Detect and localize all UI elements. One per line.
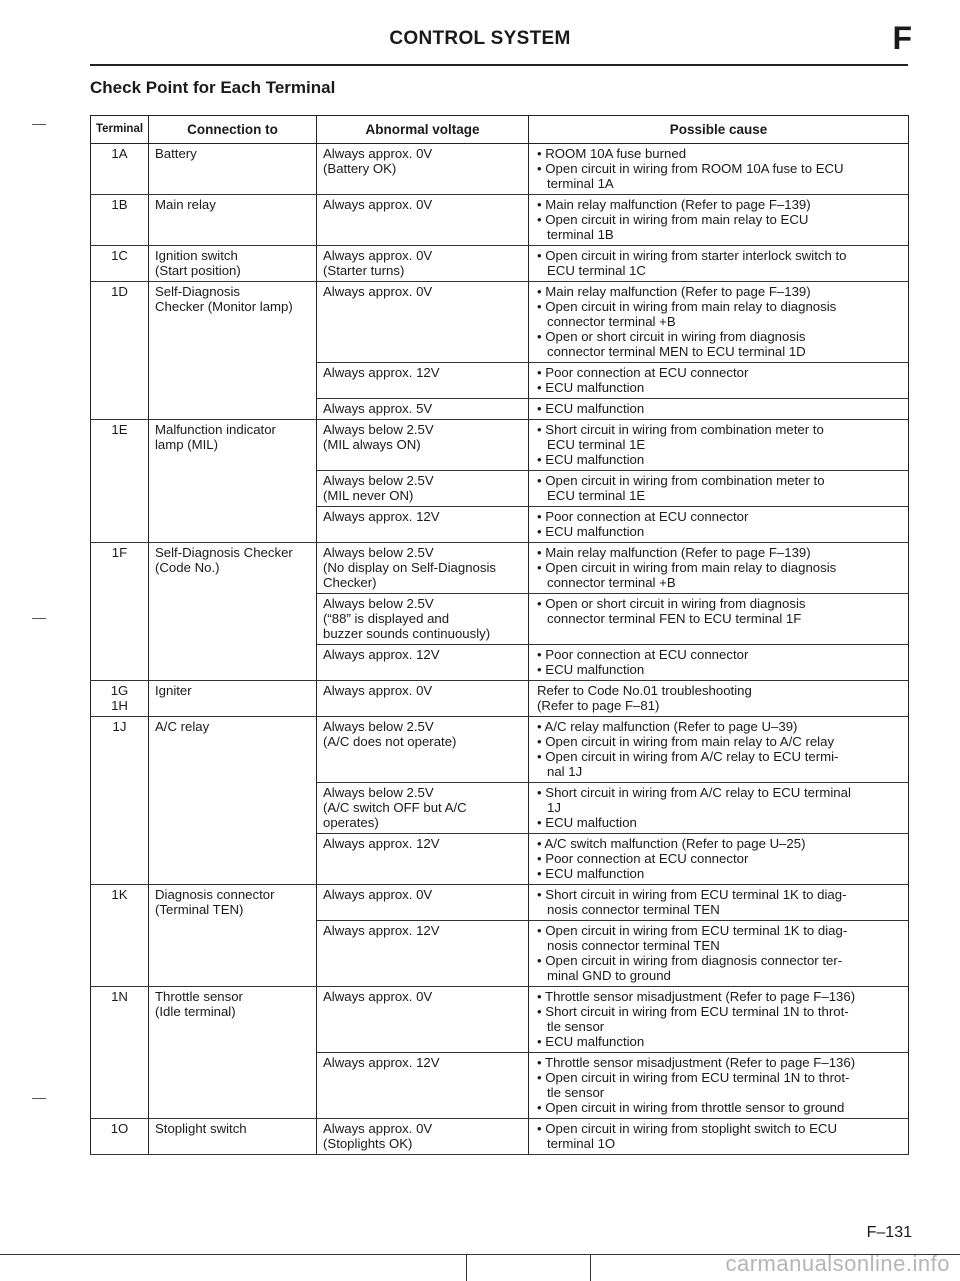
- column-header-cause: Possible cause: [529, 116, 909, 144]
- cause-line: • Short circuit in wiring from combination meter to: [537, 422, 824, 437]
- cause-line: nosis connector terminal TEN: [547, 938, 720, 953]
- margin-mark: [32, 124, 46, 125]
- connection-line: (Code No.): [155, 560, 220, 575]
- cause-line: • ECU malfunction: [537, 452, 645, 467]
- terminal-cell: [91, 246, 149, 282]
- table-header-row: [91, 116, 909, 144]
- table-row: [91, 717, 909, 783]
- terminal-cell: [91, 144, 149, 195]
- cause-line: terminal 1A: [547, 176, 614, 191]
- cause-line: • ECU malfunction: [537, 380, 645, 395]
- cause-line: (Refer to page F–81): [537, 698, 660, 713]
- cause-line: • Open circuit in wiring from main relay to ECU: [537, 212, 809, 227]
- voltage-cell: [317, 507, 529, 543]
- connection-line: Stoplight switch: [155, 1121, 247, 1136]
- cause-line: • Open or short circuit in wiring from diagnosis: [537, 596, 806, 611]
- cause-line: • Main relay malfunction (Refer to page F–139): [537, 545, 811, 560]
- cause-line: • Open circuit in wiring from ECU terminal 1K to diag-: [537, 923, 848, 938]
- table-row: [91, 420, 909, 471]
- cause-cell: [529, 885, 909, 921]
- cause-line: tle sensor: [547, 1019, 605, 1034]
- cause-cell: [529, 783, 909, 834]
- connection-cell: [149, 420, 317, 543]
- voltage-cell: [317, 399, 529, 420]
- cause-line: connector terminal MEN to ECU terminal 1D: [547, 344, 806, 359]
- voltage-line: Always approx. 12V: [323, 836, 440, 851]
- terminal-check-table: [90, 115, 909, 1155]
- voltage-cell: [317, 885, 529, 921]
- page-number: F–131: [866, 1224, 912, 1241]
- connection-line: Diagnosis connector: [155, 887, 275, 902]
- cause-line: • Open circuit in wiring from combination meter to: [537, 473, 825, 488]
- cause-line: • Open circuit in wiring from throttle sensor to ground: [537, 1100, 845, 1115]
- cause-cell: [529, 399, 909, 420]
- cause-line: • Open circuit in wiring from stoplight switch to ECU: [537, 1121, 837, 1136]
- voltage-cell: [317, 594, 529, 645]
- voltage-line: Always approx. 12V: [323, 1055, 440, 1070]
- connection-cell: [149, 681, 317, 717]
- cause-line: • Open or short circuit in wiring from diagnosis: [537, 329, 806, 344]
- voltage-line: Always approx. 0V: [323, 284, 433, 299]
- column-header-connection: Connection to: [149, 116, 317, 144]
- voltage-line: Checker): [323, 575, 377, 590]
- section-title: Check Point for Each Terminal: [90, 78, 336, 97]
- cause-line: • Open circuit in wiring from main relay to A/C relay: [537, 734, 835, 749]
- cause-line: • ECU malfunction: [537, 1034, 645, 1049]
- connection-cell: [149, 144, 317, 195]
- terminal-cell: [91, 1119, 149, 1155]
- cause-cell: [529, 420, 909, 471]
- footer-tick: [590, 1254, 591, 1281]
- connection-cell: [149, 1119, 317, 1155]
- cause-line: • Throttle sensor misadjustment (Refer to page F–136): [537, 989, 856, 1004]
- cause-line: tle sensor: [547, 1085, 605, 1100]
- cause-line: connector terminal FEN to ECU terminal 1F: [547, 611, 802, 626]
- cause-line: connector terminal +B: [547, 575, 676, 590]
- terminal-line: 1E: [111, 422, 128, 437]
- voltage-line: Always approx. 12V: [323, 509, 440, 524]
- voltage-cell: [317, 282, 529, 363]
- terminal-cell: [91, 195, 149, 246]
- cause-line: • Open circuit in wiring from main relay to diagnosis: [537, 299, 837, 314]
- cause-line: • ECU malfuction: [537, 815, 637, 830]
- table-row: [91, 885, 909, 921]
- cause-line: • Open circuit in wiring from ROOM 10A fuse to ECU: [537, 161, 844, 176]
- cause-line: • Throttle sensor misadjustment (Refer to page F–136): [537, 1055, 856, 1070]
- cause-line: • Poor connection at ECU connector: [537, 647, 749, 662]
- table-row: [91, 195, 909, 246]
- terminal-line: 1B: [111, 197, 128, 212]
- voltage-line: Always approx. 0V: [323, 197, 433, 212]
- voltage-line: operates): [323, 815, 379, 830]
- voltage-line: Always approx. 5V: [323, 401, 433, 416]
- voltage-cell: [317, 543, 529, 594]
- terminal-line: 1N: [111, 989, 128, 1004]
- voltage-line: (Stoplights OK): [323, 1136, 413, 1151]
- terminal-line: 1O: [110, 1121, 129, 1136]
- terminal-cell: [91, 717, 149, 885]
- cause-line: • Main relay malfunction (Refer to page F–139): [537, 197, 811, 212]
- cause-cell: [529, 645, 909, 681]
- column-header-terminal: Terminal: [91, 116, 149, 144]
- voltage-cell: [317, 420, 529, 471]
- cause-line: • Main relay malfunction (Refer to page F–139): [537, 284, 811, 299]
- voltage-cell: [317, 681, 529, 717]
- cause-line: ECU terminal 1C: [547, 263, 646, 278]
- cause-line: nosis connector terminal TEN: [547, 902, 720, 917]
- voltage-cell: [317, 645, 529, 681]
- voltage-cell: [317, 471, 529, 507]
- voltage-line: Always approx. 0V: [323, 1121, 433, 1136]
- connection-cell: [149, 987, 317, 1119]
- voltage-line: Always below 2.5V: [323, 719, 434, 734]
- cause-cell: [529, 987, 909, 1053]
- voltage-line: Always below 2.5V: [323, 545, 434, 560]
- connection-line: Self-Diagnosis Checker: [155, 545, 293, 560]
- terminal-line: 1C: [111, 248, 128, 263]
- cause-line: • Open circuit in wiring from main relay to diagnosis: [537, 560, 837, 575]
- connection-line: lamp (MIL): [155, 437, 219, 452]
- column-header-voltage: Abnormal voltage: [317, 116, 529, 144]
- table-row: [91, 144, 909, 195]
- cause-line: • ECU malfunction: [537, 401, 645, 416]
- terminal-cell: [91, 282, 149, 420]
- connection-line: Battery: [155, 146, 197, 161]
- voltage-line: Always below 2.5V: [323, 596, 434, 611]
- connection-line: Igniter: [155, 683, 192, 698]
- cause-cell: [529, 282, 909, 363]
- voltage-line: Always approx. 0V: [323, 887, 433, 902]
- table-row: [91, 246, 909, 282]
- cause-line: terminal 1B: [547, 227, 614, 242]
- table-row: [91, 543, 909, 594]
- cause-line: • A/C switch malfunction (Refer to page U–25): [537, 836, 806, 851]
- voltage-cell: [317, 195, 529, 246]
- cause-line: • Poor connection at ECU connector: [537, 851, 749, 866]
- voltage-cell: [317, 1053, 529, 1119]
- connection-cell: [149, 195, 317, 246]
- table-row: [91, 1119, 909, 1155]
- voltage-line: Always approx. 0V: [323, 989, 433, 1004]
- cause-line: Refer to Code No.01 troubleshooting: [537, 683, 752, 698]
- cause-cell: [529, 834, 909, 885]
- voltage-line: Always approx. 12V: [323, 365, 440, 380]
- voltage-line: buzzer sounds continuously): [323, 626, 491, 641]
- voltage-line: Always approx. 0V: [323, 146, 433, 161]
- cause-line: • A/C relay malfunction (Refer to page U–39): [537, 719, 798, 734]
- voltage-cell: [317, 783, 529, 834]
- cause-line: • Open circuit in wiring from diagnosis connector ter-: [537, 953, 843, 968]
- terminal-line: 1J: [112, 719, 127, 734]
- cause-line: • ECU malfunction: [537, 524, 645, 539]
- connection-line: (Start position): [155, 263, 241, 278]
- table-row: [91, 987, 909, 1053]
- terminal-line: 1H: [111, 698, 128, 713]
- page-header-title: CONTROL SYSTEM: [389, 28, 571, 49]
- margin-mark: [32, 1098, 46, 1099]
- section-letter: F: [892, 20, 912, 56]
- watermark: carmanualsonline.info: [725, 1251, 950, 1276]
- connection-line: Self-Diagnosis: [155, 284, 241, 299]
- connection-line: (Idle terminal): [155, 1004, 236, 1019]
- table-row: [91, 282, 909, 363]
- cause-cell: [529, 363, 909, 399]
- connection-line: Malfunction indicator: [155, 422, 276, 437]
- cause-line: • ROOM 10A fuse burned: [537, 146, 687, 161]
- cause-line: • Poor connection at ECU connector: [537, 365, 749, 380]
- voltage-line: Always approx. 12V: [323, 647, 440, 662]
- cause-line: • Short circuit in wiring from ECU terminal 1N to throt-: [537, 1004, 849, 1019]
- cause-cell: [529, 507, 909, 543]
- cause-cell: [529, 144, 909, 195]
- voltage-cell: [317, 834, 529, 885]
- cause-line: connector terminal +B: [547, 314, 676, 329]
- voltage-cell: [317, 921, 529, 987]
- connection-line: Throttle sensor: [155, 989, 243, 1004]
- voltage-line: (No display on Self-Diagnosis: [323, 560, 496, 575]
- cause-line: • Open circuit in wiring from starter interlock switch to: [537, 248, 847, 263]
- cause-cell: [529, 717, 909, 783]
- voltage-line: (Starter turns): [323, 263, 405, 278]
- voltage-cell: [317, 717, 529, 783]
- cause-line: • Poor connection at ECU connector: [537, 509, 749, 524]
- voltage-cell: [317, 363, 529, 399]
- voltage-cell: [317, 144, 529, 195]
- cause-line: • ECU malfunction: [537, 866, 645, 881]
- voltage-line: (A/C does not operate): [323, 734, 457, 749]
- connection-line: Checker (Monitor lamp): [155, 299, 293, 314]
- terminal-line: 1G: [110, 683, 129, 698]
- terminal-line: 1F: [111, 545, 128, 560]
- cause-cell: [529, 681, 909, 717]
- cause-line: nal 1J: [547, 764, 583, 779]
- table-body: [91, 144, 909, 1155]
- connection-cell: [149, 717, 317, 885]
- voltage-line: (“88” is displayed and: [323, 611, 450, 626]
- voltage-line: Always approx. 0V: [323, 248, 433, 263]
- table-row: [91, 681, 909, 717]
- connection-cell: [149, 885, 317, 987]
- terminal-check-table-wrap: [90, 115, 908, 1155]
- cause-line: 1J: [547, 800, 561, 815]
- voltage-line: Always below 2.5V: [323, 785, 434, 800]
- voltage-cell: [317, 246, 529, 282]
- header-rule: [90, 64, 908, 66]
- connection-line: Main relay: [155, 197, 216, 212]
- terminal-line: 1A: [111, 146, 128, 161]
- cause-cell: [529, 594, 909, 645]
- voltage-line: (Battery OK): [323, 161, 397, 176]
- terminal-cell: [91, 681, 149, 717]
- voltage-line: (MIL always ON): [323, 437, 421, 452]
- cause-line: • Short circuit in wiring from A/C relay to ECU terminal: [537, 785, 851, 800]
- voltage-cell: [317, 1119, 529, 1155]
- cause-line: • ECU malfunction: [537, 662, 645, 677]
- connection-line: (Terminal TEN): [155, 902, 244, 917]
- cause-cell: [529, 246, 909, 282]
- cause-line: ECU terminal 1E: [547, 488, 646, 503]
- cause-line: terminal 1O: [547, 1136, 616, 1151]
- terminal-cell: [91, 543, 149, 681]
- cause-cell: [529, 471, 909, 507]
- voltage-line: Always below 2.5V: [323, 473, 434, 488]
- cause-cell: [529, 1053, 909, 1119]
- connection-cell: [149, 246, 317, 282]
- cause-line: • Open circuit in wiring from A/C relay to ECU termi-: [537, 749, 839, 764]
- connection-line: A/C relay: [155, 719, 210, 734]
- voltage-line: Always approx. 12V: [323, 923, 440, 938]
- terminal-cell: [91, 420, 149, 543]
- cause-line: • Short circuit in wiring from ECU terminal 1K to diag-: [537, 887, 847, 902]
- voltage-cell: [317, 987, 529, 1053]
- terminal-cell: [91, 885, 149, 987]
- cause-line: minal GND to ground: [547, 968, 671, 983]
- connection-cell: [149, 282, 317, 420]
- connection-cell: [149, 543, 317, 681]
- cause-cell: [529, 543, 909, 594]
- cause-line: • Open circuit in wiring from ECU terminal 1N to throt-: [537, 1070, 850, 1085]
- cause-line: ECU terminal 1E: [547, 437, 646, 452]
- voltage-line: (MIL never ON): [323, 488, 414, 503]
- cause-cell: [529, 1119, 909, 1155]
- terminal-line: 1D: [111, 284, 128, 299]
- voltage-line: (A/C switch OFF but A/C: [323, 800, 467, 815]
- voltage-line: Always below 2.5V: [323, 422, 434, 437]
- margin-mark: [32, 618, 46, 619]
- terminal-line: 1K: [111, 887, 128, 902]
- voltage-line: Always approx. 0V: [323, 683, 433, 698]
- cause-cell: [529, 195, 909, 246]
- footer-tick: [466, 1254, 467, 1281]
- cause-cell: [529, 921, 909, 987]
- connection-line: Ignition switch: [155, 248, 238, 263]
- terminal-cell: [91, 987, 149, 1119]
